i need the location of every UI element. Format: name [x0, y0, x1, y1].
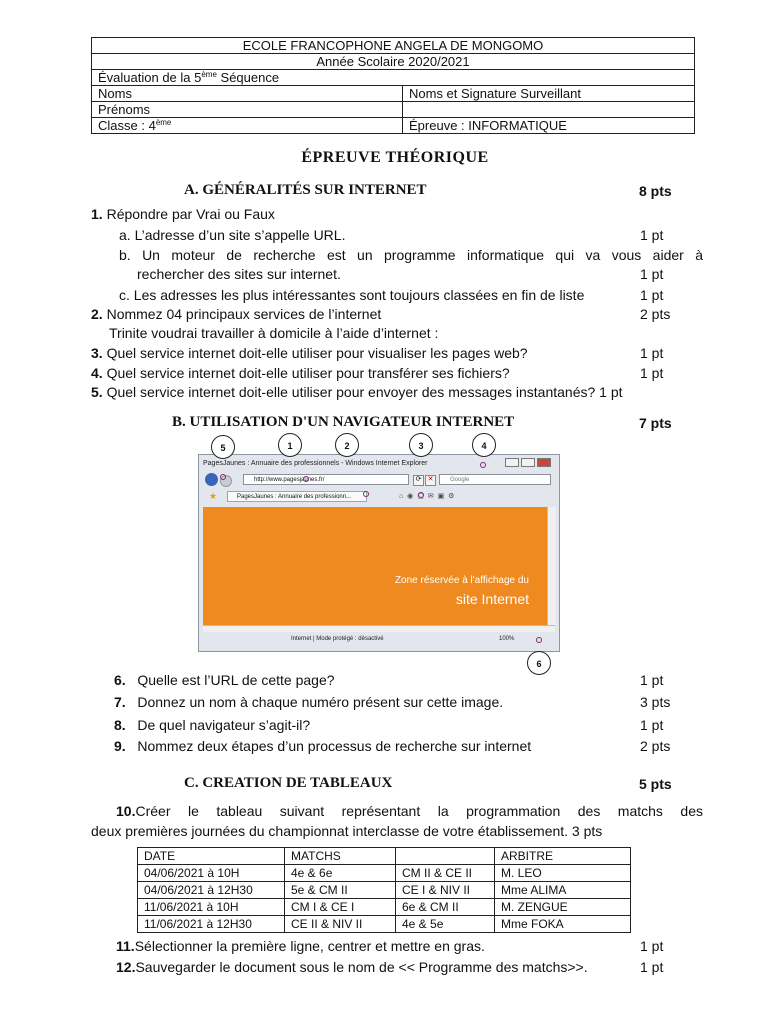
section-c-points: 5 pts: [639, 776, 672, 792]
marker-3: [418, 492, 424, 498]
question-1c-points: 1 pt: [640, 287, 664, 303]
content-line-2: site Internet: [455, 591, 529, 607]
header-table: [91, 37, 695, 134]
table-cell: CM II & CE II: [396, 865, 495, 882]
callout-2: 2: [335, 433, 359, 457]
status-text: Internet | Mode protégé : désactivé: [291, 636, 384, 642]
question-number: 10.: [116, 803, 136, 819]
classe-prefix: Classe : 4: [98, 118, 156, 133]
evaluation-sup: ème: [201, 70, 217, 79]
table-cell: 6e & CM II: [396, 899, 495, 916]
question-text: Quelle est l’URL de cette page?: [137, 672, 335, 688]
question-number: 6.: [114, 672, 126, 688]
browser-address-bar: http://www.pagesjaunes.fr/: [243, 474, 409, 485]
question-1c: c. Les adresses les plus intéressantes sont toujours classées en fin de liste: [119, 287, 585, 303]
question-10-line2: deux premières journées du championnat interclasse de votre établissement. 3 pts: [91, 823, 603, 839]
question-number: 4.: [91, 365, 103, 381]
question-text: Sélectionner la première ligne, centrer et mettre en gras.: [134, 938, 485, 954]
question-3-points: 1 pt: [640, 345, 664, 361]
browser-tab: PagesJaunes : Annuaire des professionn...: [227, 491, 367, 502]
browser-screenshot: [198, 454, 560, 652]
question-10-line1: [116, 803, 703, 819]
header-cell: ARBITRE: [495, 848, 631, 865]
school-name: ECOLE FRANCOPHONE ANGELA DE MONGOMO: [92, 38, 695, 54]
table-cell: 4e & 5e: [396, 916, 495, 933]
header-cell: MATCHS: [285, 848, 396, 865]
callout-1: 1: [278, 433, 302, 457]
question-1a: a. L’adresse d’un site s’appelle URL.: [119, 227, 346, 243]
question-text: Donnez un nom à chaque numéro présent sur cette image.: [137, 694, 504, 710]
school-year: Année Scolaire 2020/2021: [92, 54, 695, 70]
table-cell: 11/06/2021 à 12H30: [138, 916, 285, 933]
question-8-points: 1 pt: [640, 717, 664, 733]
table-row: [138, 899, 631, 916]
browser-tabbar: [203, 491, 555, 503]
question-4: [91, 365, 510, 381]
callout-5: 5: [211, 435, 235, 459]
question-12: [116, 959, 588, 975]
table-row: [138, 882, 631, 899]
question-11-points: 1 pt: [640, 938, 664, 954]
table-cell: 5e & CM II: [285, 882, 396, 899]
marker-1: [303, 476, 309, 482]
marker-2: [363, 491, 369, 497]
marker-4: [480, 462, 486, 468]
question-text: Créer le tableau suivant représentant la programmation des matchs des: [135, 803, 703, 819]
question-number: 9.: [114, 738, 126, 754]
section-c-title: C. CREATION DE TABLEAUX: [184, 775, 393, 791]
browser-search-box: Google: [439, 474, 551, 485]
question-11: [116, 938, 485, 954]
classe-field: [92, 118, 403, 134]
browser-navbar: [203, 473, 555, 487]
question-number: 1.: [91, 206, 103, 222]
window-controls: [505, 458, 551, 467]
section-a-title: A. GÉNÉRALITÉS SUR INTERNET: [184, 182, 427, 198]
table-cell: 11/06/2021 à 10H: [138, 899, 285, 916]
evaluation-prefix: Évaluation de la 5: [98, 70, 202, 85]
question-text: De quel navigateur s’agit-il?: [137, 717, 311, 733]
back-icon: [205, 473, 218, 486]
page-title: ÉPREUVE THÉORIQUE: [301, 149, 489, 166]
empty-cell: [403, 102, 695, 118]
favorites-star-icon: ★: [209, 491, 218, 501]
surveillant-field: Noms et Signature Surveillant: [403, 86, 695, 102]
noms-field: Noms: [92, 86, 403, 102]
question-1: [91, 206, 275, 222]
table-header-row: [138, 848, 631, 865]
question-7-points: 3 pts: [640, 694, 671, 710]
classe-sup: ème: [155, 118, 172, 127]
callout-4: 4: [472, 433, 496, 457]
question-9: [114, 738, 531, 754]
question-1b-points: 1 pt: [640, 266, 664, 282]
header-cell: [396, 848, 495, 865]
matches-table: [137, 847, 631, 933]
header-cell: DATE: [138, 848, 285, 865]
callout-6: 6: [527, 651, 551, 675]
question-number: 8.: [114, 717, 126, 733]
question-number: 11.: [116, 938, 135, 954]
horizontal-scrollbar: [203, 625, 555, 632]
refresh-icon: ⟳: [413, 475, 424, 486]
question-1a-points: 1 pt: [640, 227, 664, 243]
command-bar-icons: ⌂ ◉ ▢ ✉ ▣ ⚙: [399, 493, 456, 500]
question-1b-line1: b. Un moteur de recherche est un programme informatique qui va vous aider à: [119, 247, 703, 263]
question-text: Sauvegarder le document sous le nom de << Programme des matchs>>.: [135, 959, 588, 975]
question-text: Quel service internet doit-elle utiliser pour envoyer des messages instantanés? 1 pt: [106, 384, 623, 400]
stop-icon: ✕: [425, 475, 436, 486]
browser-window-title: PagesJaunes : Annuaire des professionnels - Windows Internet Explorer: [203, 460, 428, 467]
browser-status-bar: [203, 633, 555, 645]
prenoms-field: Prénoms: [92, 102, 403, 118]
question-number: 3.: [91, 345, 103, 361]
question-8: [114, 717, 310, 733]
question-5: [91, 384, 623, 400]
maximize-icon: [521, 458, 535, 467]
callout-3: 3: [409, 433, 433, 457]
question-2-points: 2 pts: [640, 306, 671, 322]
table-cell: CM I & CE I: [285, 899, 396, 916]
table-cell: 04/06/2021 à 12H30: [138, 882, 285, 899]
question-6: [114, 672, 335, 688]
minimize-icon: [505, 458, 519, 467]
table-cell: CE I & NIV II: [396, 882, 495, 899]
question-text: Répondre par Vrai ou Faux: [106, 206, 275, 222]
scenario-intro: Trinite voudrai travailler à domicile à l’aide d’internet :: [109, 325, 439, 341]
section-a-points: 8 pts: [639, 183, 672, 199]
question-1b-line2: rechercher des sites sur internet.: [137, 266, 341, 282]
question-number: 2.: [91, 306, 103, 322]
marker-6: [536, 637, 542, 643]
section-b-title: B. UTILISATION D'UN NAVIGATEUR INTERNET: [172, 414, 515, 430]
evaluation-label: [92, 70, 695, 86]
question-text: Quel service internet doit-elle utiliser pour transférer ses fichiers?: [106, 365, 510, 381]
evaluation-suffix: Séquence: [216, 70, 280, 85]
question-4-points: 1 pt: [640, 365, 664, 381]
table-cell: CE II & NIV II: [285, 916, 396, 933]
question-text: Nommez deux étapes d’un processus de recherche sur internet: [137, 738, 532, 754]
question-7: [114, 694, 503, 710]
table-cell: 4e & 6e: [285, 865, 396, 882]
close-icon: [537, 458, 551, 467]
question-number: 7.: [114, 694, 126, 710]
section-b-points: 7 pts: [639, 415, 672, 431]
question-9-points: 2 pts: [640, 738, 671, 754]
question-text: Quel service internet doit-elle utiliser pour visualiser les pages web?: [106, 345, 528, 361]
vertical-scrollbar: [547, 507, 556, 625]
question-text: Nommez 04 principaux services de l’internet: [106, 306, 382, 322]
question-2: [91, 306, 381, 322]
table-cell: M. LEO: [495, 865, 631, 882]
question-3: [91, 345, 528, 361]
table-cell: Mme ALIMA: [495, 882, 631, 899]
marker-5: [220, 474, 226, 480]
question-number: 12.: [116, 959, 136, 975]
table-row: [138, 916, 631, 933]
table-cell: 04/06/2021 à 10H: [138, 865, 285, 882]
epreuve-field: Épreuve : INFORMATIQUE: [403, 118, 695, 134]
table-row: [138, 865, 631, 882]
table-cell: M. ZENGUE: [495, 899, 631, 916]
browser-content-area: [203, 507, 547, 625]
table-cell: Mme FOKA: [495, 916, 631, 933]
question-6-points: 1 pt: [640, 672, 664, 688]
question-12-points: 1 pt: [640, 959, 664, 975]
content-line-1: Zone réservée à l'affichage du: [394, 575, 529, 586]
question-number: 5.: [91, 384, 103, 400]
zoom-level: 100%: [499, 636, 515, 642]
